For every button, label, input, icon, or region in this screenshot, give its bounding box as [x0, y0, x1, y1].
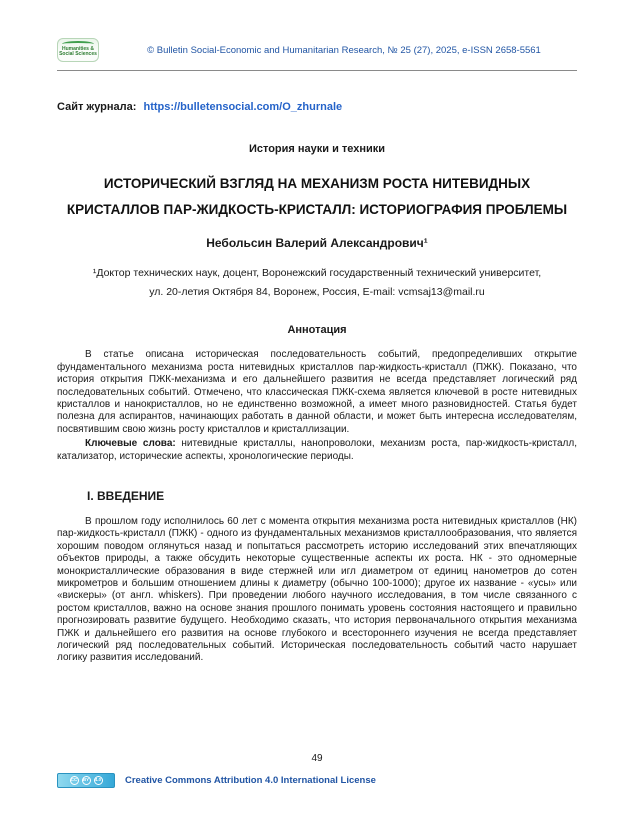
affiliation-line2: ул. 20-летия Октября 84, Воронеж, Россия, E-mail: vcmsaj13@mail.ru [149, 286, 485, 299]
article-author: Небольсин Валерий Александрович¹ [206, 235, 428, 250]
introduction-paragraph: В прошлом году исполнилось 60 лет с момента открытия механизма роста нитевидных кристаллов (НК) пар-жидкость-кристалл (ПЖК) - одного из фундаментальных механизмов кристаллообразования, что является хорошим поводом оглянуться назад и попытаться рассмотреть историю исследований этих впечатляющих объектов природы, а также обсудить некоторые существенные аспекты их роста. НК - это одномерные монокристаллические образования в виде стержней или игл диаметром от единиц нанометров до сотен микрометров и большим отношением длины к диаметру (обычно 100-1000); другое их название - «усы» или «вискеры» (от англ. whiskers). При проведении любого научного исследования, в том числе связанного с ростом кристаллов, важно на основе знания прошлого понимать уровень состояния настоящего и правильно прогнозировать развитие будущего. Необходимо сказать, что история первоначального открытия механизма ПЖК и дальнейшего его развития на основе глубокого и всестороннего изучения не всегда представляет логический ряд последовательных событий. Историческая последовательность событий часто нарушает логику развития исследований. [57, 515, 577, 664]
cc-badge [57, 773, 115, 788]
cc-icon: CC [70, 776, 79, 785]
license-footer [57, 773, 376, 788]
leaf-swoosh-icon [62, 41, 94, 47]
abstract-text: В статье описана историческая последовательность событий, предопределивших открытие фундаментального механизма роста нитевидных кристаллов пар-жидкость-кристалл (ПЖК). Показано, что история открытия ПЖК-механизма и его дальнейшего развития не всегда представляет логический ряд последовательных событий. Отмечено, что классическая ПЖК-схема является ключевой в росте нитевидных кристаллов и нанокристаллов, но не единственно возможной, а имеет много разновидностей. Статья будет полезна для аспирантов, начинающих работать в данной области, и может быть интересна исследователям, посвятившим свою жизнь росту кристаллов и кристаллизации. [57, 349, 577, 435]
keywords-label: Ключевые слова: [85, 438, 176, 450]
author-affiliation [57, 264, 577, 303]
introduction-heading: I. ВВЕДЕНИЕ [87, 488, 165, 503]
journal-logo-text: Humanities & Social Sciences [59, 45, 97, 57]
section-category: История науки и техники [248, 143, 386, 155]
journal-site-line [57, 101, 577, 113]
journal-logo [57, 38, 99, 62]
affiliation-line1: ¹Доктор технических наук, доцент, Воронежский государственный технический университет, [92, 266, 542, 279]
license-link[interactable]: Creative Commons Attribution 4.0 International License [125, 775, 376, 786]
keywords-paragraph [57, 438, 577, 463]
abstract-heading: Аннотация [287, 324, 347, 337]
cc-by-icon: BY [82, 776, 91, 785]
site-label: Сайт журнала: [57, 101, 137, 113]
journal-url-link[interactable]: https://bulletensocial.com/O_zhurnale [143, 101, 343, 113]
page-number: 49 [311, 753, 323, 764]
cc-version-icon: 4.0 [94, 776, 103, 785]
header-divider [57, 70, 577, 71]
journal-citation: © Bulletin Social-Economic and Humanitarian Research, № 25 (27), 2025, e-ISSN 2658-5561 [147, 44, 541, 56]
article-title: ИСТОРИЧЕСКИЙ ВЗГЛЯД НА МЕХАНИЗМ РОСТА НИТЕВИДНЫХ КРИСТАЛЛОВ ПАР-ЖИДКОСТЬ-КРИСТАЛЛ: ИСТОРИОГРАФИЯ ПРОБЛЕМЫ [66, 176, 568, 218]
journal-header [57, 38, 577, 62]
keywords-text: нитевидные кристаллы, нанопроволоки, механизм роста, пар-жидкость-кристалл, катализатор, исторические аспекты, хронологические периоды. [57, 438, 577, 462]
